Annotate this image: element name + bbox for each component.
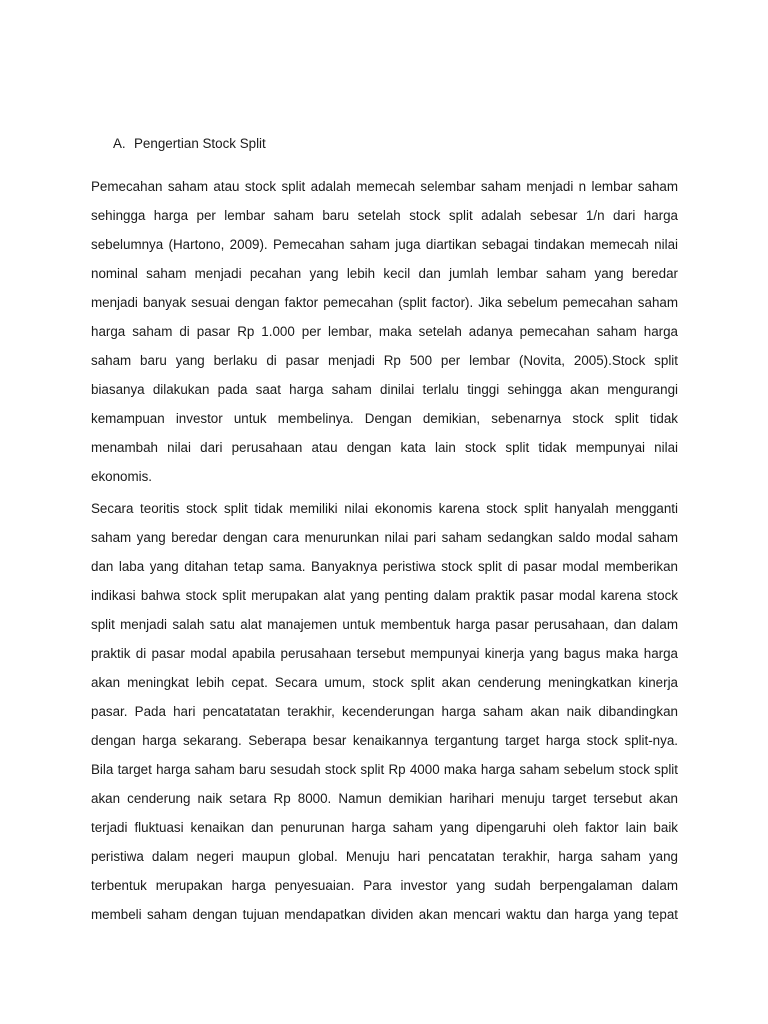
paragraph-line: Bila target harga saham baru sesudah stock split Rp 4000 maka harga saham sebelum stock split <box>91 762 678 777</box>
paragraph-line: split menjadi salah satu alat manajemen untuk membentuk harga pasar perusahaan, dan dalam <box>91 617 678 632</box>
paragraph-line: ekonomis. <box>91 469 153 484</box>
paragraph-line: indikasi bahwa stock split merupakan alat yang penting dalam praktik pasar modal karena stock <box>91 588 678 603</box>
paragraph-line: akan meningkat lebih cepat. Secara umum, stock split akan cenderung meningkatkan kinerja <box>91 675 678 690</box>
paragraph-line: praktik di pasar modal apabila perusahaan tersebut mempunyai kinerja yang bagus maka harga <box>91 646 678 661</box>
paragraph-line: terjadi fluktuasi kenaikan dan penurunan harga saham yang dipengaruhi oleh faktor lain baik <box>91 820 678 835</box>
paragraph-line: biasanya dilakukan pada saat harga saham dinilai terlalu tinggi sehingga akan mengurangi <box>91 382 678 397</box>
paragraph-line: sehingga harga per lembar saham baru setelah stock split adalah sebesar 1/n dari harga <box>91 208 678 223</box>
paragraph-line: sebelumnya (Hartono, 2009). Pemecahan saham juga diartikan sebagai tindakan memecah nilai <box>91 237 678 252</box>
paragraph-line: saham baru yang berlaku di pasar menjadi Rp 500 per lembar (Novita, 2005).Stock split <box>91 353 678 368</box>
paragraph-line: membeli saham dengan tujuan mendapatkan dividen akan mencari waktu dan harga yang tepat <box>91 907 678 922</box>
paragraph-line: harga saham di pasar Rp 1.000 per lembar, maka setelah adanya pemecahan saham harga <box>91 324 678 339</box>
paragraph-line: kemampuan investor untuk membelinya. Dengan demikian, sebenarnya stock split tidak <box>91 411 678 426</box>
paragraph-line: Secara teoritis stock split tidak memiliki nilai ekonomis karena stock split hanyalah mengganti <box>91 501 678 516</box>
paragraph-line: Pemecahan saham atau stock split adalah memecah selembar saham menjadi n lembar saham <box>91 179 678 194</box>
paragraph-line: akan cenderung naik setara Rp 8000. Namun demikian harihari menuju target tersebut akan <box>91 791 678 806</box>
paragraph-line: nominal saham menjadi pecahan yang lebih kecil dan jumlah lembar saham yang beredar <box>91 266 678 281</box>
paragraph-line: terbentuk merupakan harga penyesuaian. Para investor yang sudah berpengalaman dalam <box>91 878 678 893</box>
paragraph-line: peristiwa dalam negeri maupun global. Menuju hari pencatatan terakhir, harga saham yang <box>91 849 678 864</box>
paragraph-line: menambah nilai dari perusahaan atau dengan kata lain stock split tidak mempunyai nilai <box>91 440 678 455</box>
heading-marker: A. <box>113 136 126 151</box>
paragraph-line: menjadi banyak sesuai dengan faktor pemecahan (split factor). Jika sebelum pemecahan saham <box>91 295 678 310</box>
paragraph-2 <box>91 494 678 929</box>
paragraph-line: saham yang beredar dengan cara menurunkan nilai pari saham sedangkan saldo modal saham <box>91 530 678 545</box>
paragraph-1 <box>91 172 678 491</box>
paragraph-line: dan laba yang ditahan tetap sama. Banyaknya peristiwa stock split di pasar modal memberikan <box>91 559 678 574</box>
heading-title: Pengertian Stock Split <box>134 136 266 151</box>
paragraph-line: pasar. Pada hari pencatatatan terakhir, kecenderungan harga saham akan naik dibandingkan <box>91 704 678 719</box>
paragraph-line: dengan harga sekarang. Seberapa besar kenaikannya tergantung target harga stock split-nya. <box>91 733 678 748</box>
section-heading <box>113 135 266 153</box>
